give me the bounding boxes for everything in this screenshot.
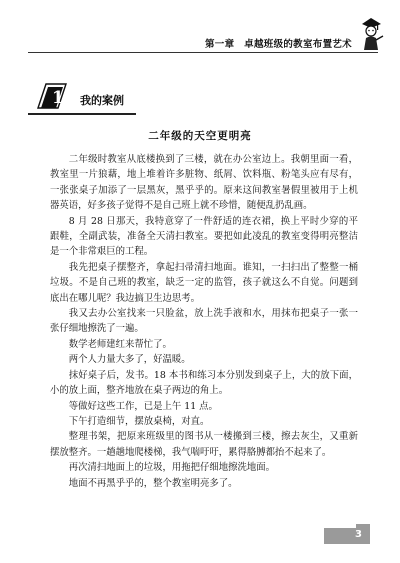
case-title: 我的案例 — [80, 94, 124, 107]
teacher-mascot-icon — [356, 16, 386, 52]
paragraph: 8 月 28 日那天，我特意穿了一件舒适的连衣裙，换上平时少穿的平跟鞋，全副武装，准备全天清扫教室。要把如此凌乱的教室变得明亮整洁是一个非常艰巨的工程。 — [50, 215, 358, 258]
case-heading — [36, 82, 156, 112]
page-header — [0, 34, 400, 52]
header-rule — [28, 52, 378, 53]
case-number: 1 — [52, 88, 64, 108]
paragraph: 数学老师建红来帮忙了。 — [68, 338, 172, 350]
paragraph: 下午打造细节，摆放桌椅，对直。 — [68, 415, 210, 427]
chapter-title: 第一章 卓越班级的教室布置艺术 — [204, 39, 352, 50]
paragraph: 地面不再黑乎乎的，整个教室明亮多了。 — [68, 477, 238, 489]
case-underline — [28, 113, 136, 115]
paragraph: 我先把桌子摆整齐，拿起扫帚清扫地面。谁知，一扫扫出了整整一桶垃圾。不是自己班的教室，缺乏一定的监管，孩子就这么不自觉。问题到底出在哪儿呢？我边搞卫生边思考。 — [50, 261, 358, 304]
paragraph: 抹好桌子后，发书。18 本书和练习本分别发到桌子上，大的放下面，小的放上面，整齐地放在桌子两边的角上。 — [50, 369, 358, 397]
page-number-box — [324, 528, 370, 544]
paragraph: 再次清扫地面上的垃圾，用拖把仔细地擦洗地面。 — [68, 462, 276, 474]
paragraph: 两个人力量大多了，好温暖。 — [68, 354, 191, 366]
article-title: 二年级的天空更明亮 — [148, 130, 252, 142]
page-number-tab — [356, 524, 370, 528]
article-body — [50, 152, 358, 491]
page-number: 3 — [355, 529, 362, 540]
paragraph: 等做好这些工作，已是上午 11 点。 — [68, 400, 218, 412]
paragraph: 我又去办公室找来一只脸盆，放上洗手液和水，用抹布把桌子一张一张仔细地擦洗了一遍。 — [50, 308, 358, 335]
case-number-badge — [36, 82, 78, 110]
paragraph: 整理书架，把原来班级里的图书从一楼搬到三楼，擦去灰尘，又重新摆放整齐。一趟趟地爬楼梯，我气喘吁吁，累得胳膊都抬不起来了。 — [50, 431, 358, 458]
paragraph: 二年级时教室从底楼换到了三楼，就在办公室边上。我朝里面一看，教室里一片狼藉，地上堆着许多脏物、纸屑、饮料瓶、粉笔头应有尽有，一张张桌子加添了一层黑灰，黑乎乎的。原来这间教室暑假里被用于上机器英语，好多孩子觉得不是自己班上就不珍惜，随便乱扔乱画。 — [50, 154, 358, 212]
